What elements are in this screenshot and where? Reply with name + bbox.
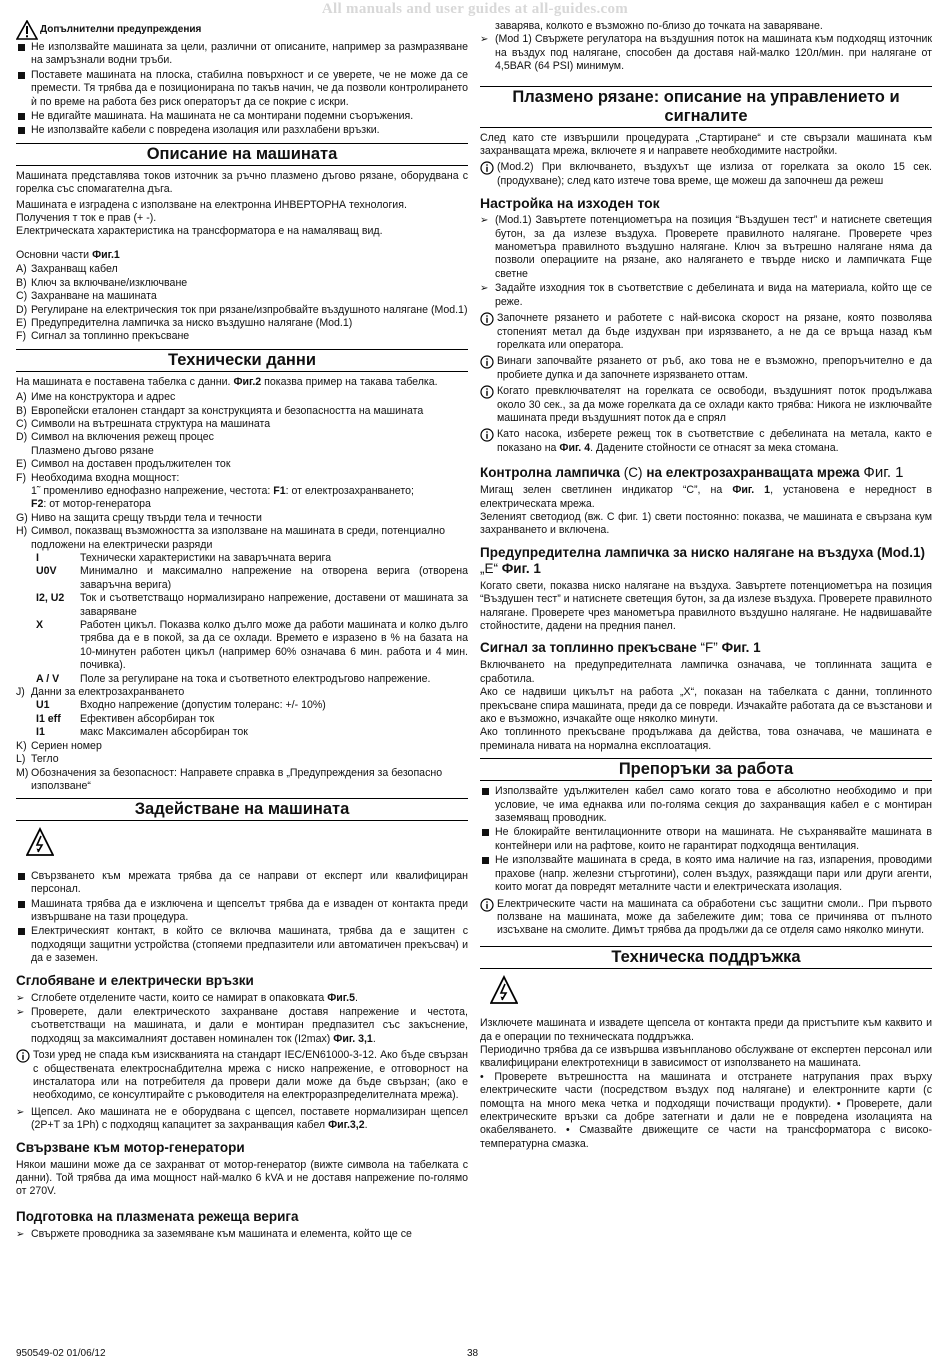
paragraph: Включването на предупредителната лампичка означава, че топлинната защита е сработила. xyxy=(480,659,932,685)
list-item: A) Име на конструктора и адрес xyxy=(16,391,176,404)
list-item: G) Ниво на защита срещу твърди тела и течности xyxy=(16,511,262,524)
section-title-work-recommendations: Препоръки за работа xyxy=(480,758,932,781)
definition-row: A / V Поле за регулиране на тока и съответното електродъгово напрежение. xyxy=(36,672,431,685)
list-item: C) Символи на вътрешната структура на машината xyxy=(16,417,271,430)
info-note: Електрическите части на машината са обработени със защитни смоли.. При първото ползване на машината, може да забележите дим; това се причинява от пълното изсъхване на смолите. Димът трябва да продължи да се отделя само няколко минути. xyxy=(480,898,932,938)
info-note: Като насока, изберете режещ ток в съответствие с дебелината на метала, както е показано на Фиг. 4. Дадените стойности се отнасят за мека стомана. xyxy=(480,428,932,455)
list-item: Плазмено дъгово рязане xyxy=(31,444,154,457)
paragraph: Мигащ зелен светлинен индикатор “C”, на Фиг. 1, установена е нередност в електрическата мрежа. xyxy=(480,484,933,510)
list-item: C) Захранване на машината xyxy=(16,290,157,303)
info-note: Този уред не спада към изискванията на стандарт IEC/EN61000-3-12. Ако бъде свързан с обществената електроснабдителна мрежа с ниско напрежение, е отговорност на инсталатора или на потребителя да провери дали може да бъде свързан; (ако е необходимо, се консултирайте с ръководителя на електроразпределителната мрежа). xyxy=(16,1049,468,1103)
subsection-title-assembly: Сглобяване и електрически връзки xyxy=(16,972,254,988)
additional-warnings-header xyxy=(16,20,468,40)
subsection-title-output-current: Настройка на изходен ток xyxy=(480,195,660,212)
paragraph: Някои машини може да се захранват от мотор-генератор (вижте символа на табелката с данни). Той трябва да има мощност най-малко 6 kVA и не доставя напрежение по-голямо от 270V. xyxy=(16,1158,468,1198)
subsection-title-plasma-circuit: Подготовка на плазмената режеща верига xyxy=(16,1208,299,1224)
list-item: ➢ Проверете, дали електрическото захранване доставя напрежение и честота, съответстващи на машината, и дали е монтиран предпазител със закъснение, подходящ за максималният доставен номинален ток (I2max) Фиг. 3,1. xyxy=(16,1006,468,1046)
list-item: Поставете машината на плоска, стабилна повърхност и се уверете, че не може да се премести. Тя трябва да е позиционирана по такъв начин, че да позволи контролирането ѝ по време на работа без риск операторът да се покрие с искри. xyxy=(16,69,468,109)
output-current-steps-list xyxy=(480,214,932,309)
recommendations-list xyxy=(480,785,932,894)
info-icon xyxy=(16,1049,30,1063)
right-column xyxy=(480,20,932,1153)
list-item: E) Предупредителна лампичка за ниско въздушно налягане (Mod.1) xyxy=(16,316,353,329)
electric-hazard-sign xyxy=(26,827,468,861)
paragraph: След като сте извършили процедурата „Стартиране“ и сте свързали машината към захранващата мрежа, включете я и направете необходимите настройки. xyxy=(480,131,932,158)
startup-warnings-list xyxy=(16,870,468,966)
definition-row: X Работен цикъл. Показва колко дълго може да работи машината и колко дълго трябва да е в покой, за да се охлади. Времето е изразено в % на базата на 10-минутен работен цикъл (например 60% означава 6 мин. работа и 4 мин. почивка). xyxy=(36,619,468,672)
definition-row: I1 eff Ефективен абсорбиран ток xyxy=(36,712,215,725)
additional-warnings-title: Допълнителни предупреждения xyxy=(40,24,202,36)
list-item: F) Сигнал за топлинно прекъсване xyxy=(16,330,190,343)
list-item: E) Символ на доставен продължителен ток xyxy=(16,458,231,471)
list-item: ➢ Сглобете отделените части, които се намират в опаковката Фиг.5. xyxy=(16,992,468,1005)
preparation-steps-list xyxy=(16,1228,468,1241)
list-item: ➢ Щепсел. Ако машината не е оборудвана с щепсел, поставете нормализиран щепсел (2P+T за 1Ph) с подходящ капацитет за захранващия кабел Фиг.3,2. xyxy=(16,1106,468,1133)
list-item: H) Символ, показващ възможността за използване на машината в среди, потенциално подложени на електрически разряди xyxy=(16,525,446,551)
electric-hazard-sign xyxy=(490,975,932,1009)
paragraph: На машината е поставена табелка с данни. Фиг.2 показва пример на такава табелка. xyxy=(16,375,438,388)
info-note: Винаги започвайте рязането от ръб, ако това не е възможно, препоръчително е да пробиете дупка и да започнете изрязването оттам. xyxy=(480,355,932,382)
list-item: A) Захранващ кабел xyxy=(16,263,118,276)
continued-steps-list xyxy=(480,33,932,73)
paragraph: Електрическата характеристика на трансформатора е на намаляващ вид. xyxy=(16,225,383,238)
assembly-plug-list xyxy=(16,1106,468,1133)
list-item: Свързването към мрежата трябва да се направи от експерт или квалифициран персонал. xyxy=(16,870,468,897)
list-item: B) Ключ за включване/изключване xyxy=(16,276,188,289)
document-code: 950549-02 01/06/12 xyxy=(16,1348,106,1359)
list-item: K) Сериен номер xyxy=(16,739,102,752)
list-item: ➢ (Mod 1) Свържете регулатора на въздушния поток на машината към подходящ източник на въздух под налягане, способен да доставя най-малко 120л/мин. при налягане от 4,5BAR (64 PSI) минимум. xyxy=(480,33,932,73)
watermark: All manuals and user guides at all-guides.com xyxy=(321,1,629,17)
info-icon xyxy=(480,385,494,399)
paragraph: Периодично трябва да се извършва извънпланово обслужване от експертен персонал или квалифицирани електротехници в зависимост от използването на машината. xyxy=(480,1043,932,1070)
additional-warnings-list xyxy=(16,41,468,138)
section-title-maintenance: Техническа поддръжка xyxy=(480,946,932,969)
figure-reference: Фиг.1 xyxy=(92,248,120,261)
info-note: (Mod.2) При включването, въздухът ще излиза от горелката за около 15 сек. (продухване); след като изтече това време, ще можеш да започнеш да режеш xyxy=(480,161,932,188)
definition-row: U1 Входно напрежение (допустим толеранс: +/- 10%) xyxy=(36,699,326,712)
list-item: L) Тегло xyxy=(16,753,59,766)
definition-row: I2, U2 Ток и съответстващо нормализирано напрежение, доставени от машината за заваряване xyxy=(36,592,468,618)
paragraph: заварява, колкото е възможно по-близо до точката на заваряване. xyxy=(495,20,823,32)
info-note: Когато превключвателят на горелката се освободи, въздушният поток продължава около 30 сек., за да може горелката да се охлади както трябва: Никога не изключвайте машината преди въздушният поток да е спрял xyxy=(480,385,932,425)
definition-row: I1 макс Максимален абсорбиран ток xyxy=(36,726,248,739)
list-item: Не вдигайте машината. На машината не са монтирани подемни съоръжения. xyxy=(16,110,468,123)
paragraph: Изключете машината и извадете щепсела от контакта преди да пристъпите към каквито и да е операции по техническата поддръжка. xyxy=(480,1017,932,1043)
subsection-title-motor-generators: Свързване към мотор-генератори xyxy=(16,1139,245,1155)
paragraph: Когато свети, показва ниско налягане на въздуха. Завъртете потенциометъра на позиция “Въздушен тест” и натиснете светещия бутон, за да излезе въздуха. Проверете правилното налягане. Проверете чрез манометъра правилното въздушно налягане. Не надвишавайте стойностите, дадени на предния панел. xyxy=(480,579,932,632)
paragraph: Машината представлява токов източник за ръчно плазмено дъгово рязане, оборудвана с горелка със спомагателна дъга. xyxy=(16,169,468,196)
list-item: Електрическият контакт, в който се включва машината, трябва да е защитен с подходящи защитни устройства (стопяеми предпазители или автоматичен прекъсвач) и да е заземен. xyxy=(16,925,468,965)
list-item: D) Символ на включения режещ процес xyxy=(16,431,214,444)
assembly-steps-list xyxy=(16,992,468,1047)
warning-triangle-icon xyxy=(16,20,38,40)
section-title-technical-data: Технически данни xyxy=(16,349,468,372)
list-item: ➢ (Mod.1) Завъртете потенциометъра на позиция “Въздушен тест” и натиснете светещия бутон, за да излезе въздуха. Проверете правилното налягане. Проверете чрез манометъра правилното въздушно налягане. Ключ за вътрешно налягане няма да позволи операциите на рязане, ако налягането е твърде ниско и лампичката Fще светне xyxy=(480,214,932,281)
paragraph: • Проверете вътрешността на машината и отстранете натрупания прах върху електрическите части (посредством въздух под налягане) и електронните карти (с помощта на много мека четка и подходящи почистващи продукти). • Проверете, дали електрическите връзки са добре затегнати и дали не е повредена изолацията на окабеляването. • Смазвайте движещите се части на трансформатора с високо-температурна смазка. xyxy=(480,1070,932,1150)
list-item: D) Регулиране на електрическия ток при рязане/изпробвайте въздушното налягане (Mod.1) xyxy=(16,303,468,316)
paragraph: Зеленият светодиод (вж. С фиг. 1) свети постоянно: показва, че машината е свързана кум захранването и включена. xyxy=(480,510,932,537)
subsection-title-thermal-cutout: Сигнал за топлинно прекъсване “F” Фиг. 1 xyxy=(480,640,761,656)
definition-row: I Технически характеристики на заваръчната верига xyxy=(36,552,332,564)
paragraph: Ако топлинното прекъсване продължава да действа, това означава, че машината е преминала нивата на нормална експлоатация. xyxy=(480,726,932,752)
list-item: Не използвайте кабели с повредена изолация или разхлабени връзки. xyxy=(16,124,468,137)
list-item: Използвайте удължителен кабел само когато това е абсолютно необходимо и при условие, че има еднаква или по-голяма секция до захранващия кабел е с монтиран заземяващ проводник. xyxy=(480,785,932,825)
list-item: Не блокирайте вентилационните отвори на машината. Не съхранявайте машината в контейнери или на рафтове, които не гарантират подходяща вентилация. xyxy=(480,826,932,853)
info-icon xyxy=(480,898,494,912)
list-item: ➢ Задайте изходния ток в съответствие с дебелината и вида на материала, който ще се реже. xyxy=(480,282,932,309)
list-item: B) Европейски еталонен стандарт за конструкцията и безопасността на машината xyxy=(16,404,424,417)
list-item: Не използвайте машината за цели, различни от описаните, например за размразяване на замръзнали водни тръби. xyxy=(16,41,468,68)
section-title-plasma-cutting: Плазмено рязане: описание на управлението и сигналите xyxy=(480,86,932,128)
subsection-title-low-air-indicator: Предупредителна лампичка за ниско налягане на въздуха (Mod.1) „E“ Фиг. 1 xyxy=(480,544,926,576)
parts-intro: Основни части Фиг.1 xyxy=(16,248,120,261)
info-note: Започнете рязането и работете с най-висока скорост на рязане, която позволява стопеният метал да бъде издухван при изрязването, а не да се връща назад към горелката или оператора. xyxy=(480,312,932,352)
list-item: Не използвайте машината в среда, в която има наличие на газ, изпарения, проводими прахове (напр. железни стърготини), солен въздух, разяждащи пари или други агенти, които могат да повредят металните части и електрическата изолация. xyxy=(480,854,932,894)
info-icon xyxy=(480,355,494,369)
paragraph: Машината е изградена с използване на електронна ИНВЕРТОРНА технология. xyxy=(16,198,407,211)
page-number: 38 xyxy=(467,1348,479,1359)
section-title-machine-startup: Задействане на машината xyxy=(16,798,468,821)
high-voltage-warning-icon xyxy=(26,827,54,857)
definition-row: U0V Минимално и максимално напрежение на отворена верига (отворена заваръчна верига) xyxy=(36,565,468,591)
list-item: ➢ Свържете проводника за заземяване към машината и елемента, който ще се xyxy=(16,1228,468,1241)
list-item: J) Данни за електрозахранването xyxy=(16,686,185,699)
paragraph: Получения т ток е прав (+ -). xyxy=(16,212,157,225)
paragraph: Ако се надвиши цикълът на работа „X“, показан на табелката с данни, топлинното прекъсване спира машината, преди да се повреди. Изчакайте работата да се възстанови и ако е възможно, изчакайте още няколко минути. xyxy=(480,686,932,726)
left-column xyxy=(16,20,468,1242)
high-voltage-warning-icon xyxy=(490,975,518,1005)
info-icon xyxy=(480,161,494,175)
section-title-machine-description: Описание на машината xyxy=(16,143,468,166)
list-item: F) Необходима входна мощност: xyxy=(16,471,180,484)
list-item: 1˜ променливо еднофазно напрежение, честота: F1: от електрозахранването; F2: от мотор-генератора xyxy=(31,484,414,511)
info-icon xyxy=(480,428,494,442)
figure-reference: Фиг.2 xyxy=(233,375,262,388)
list-item: Машината трябва да е изключена и щепселът трябва да е изваден от контакта преди извършване на тази процедура. xyxy=(16,898,468,925)
subsection-title-mains-indicator: Контролна лампичка (C) на електрозахранващата мрежа Фиг. 1 xyxy=(480,464,904,482)
info-icon xyxy=(480,312,494,326)
list-item: M) Обозначения за безопасност: Направете справка в „Предупреждения за безопасно използване“ xyxy=(16,766,443,792)
